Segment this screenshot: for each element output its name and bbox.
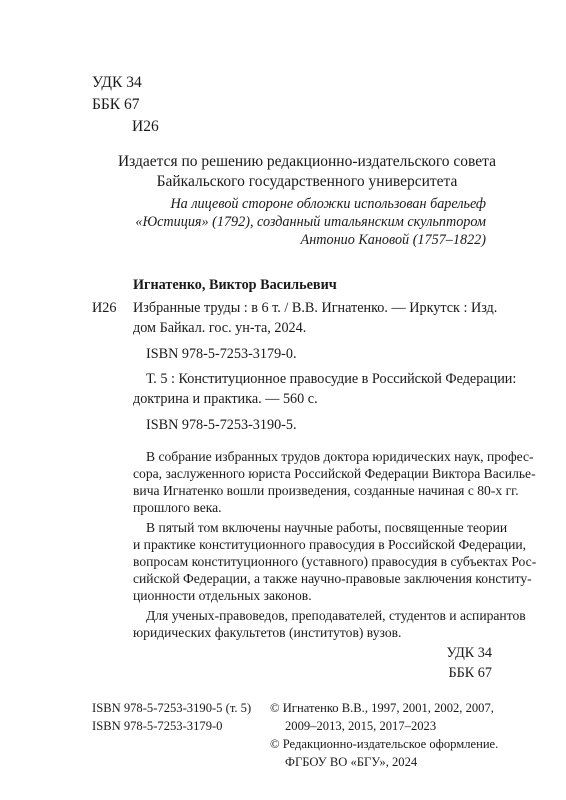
abstract-p1-line-3: вича Игнатенко вошли произведения, созданные начиная с 80-х гг. bbox=[133, 483, 519, 498]
bbk-code: ББК 67 bbox=[92, 96, 140, 113]
copyright-author-line-2: 2009–2013, 2015, 2017–2023 bbox=[285, 719, 437, 733]
publisher-note-line-2: Байкальского государственного университета bbox=[156, 173, 458, 190]
abstract-p2-line-3: вопросам конституционного (уставного) правосудия в субъектах Рос- bbox=[133, 554, 537, 569]
abstract-p3-line-2: юридических факультетов (институтов) вузов. bbox=[133, 625, 402, 640]
udk-code-right: УДК 34 bbox=[446, 645, 492, 661]
record-author: Игнатенко, Виктор Васильевич bbox=[133, 277, 337, 293]
abstract-p1-line-1: В собрание избранных трудов доктора юридических наук, профес- bbox=[146, 449, 534, 464]
record-title-line-1: Избранные труды : в 6 т. / В.В. Игнатенко. — Иркутск : Изд. bbox=[133, 300, 498, 316]
cover-note-line-3: Антонио Кановой (1757–1822) bbox=[300, 232, 486, 248]
abstract-p2-line-1: В пятый том включены научные работы, посвященные теории bbox=[146, 520, 508, 535]
abstract-p1-line-4: прошлого века. bbox=[133, 500, 222, 515]
copyright-author-line-1: © Игнатенко В.В., 1997, 2001, 2002, 2007, bbox=[270, 701, 494, 715]
author-mark: И26 bbox=[132, 118, 159, 135]
footer-isbn-volume: ISBN 978-5-7253-3190-5 (т. 5) bbox=[92, 701, 252, 715]
copyright-publisher-line-2: ФГБОУ ВО «БГУ», 2024 bbox=[285, 755, 418, 769]
footer-isbn-set: ISBN 978-5-7253-3179-0 bbox=[92, 719, 223, 733]
cover-note-line-2: «Юстиция» (1792), созданный итальянским скульптором bbox=[135, 214, 486, 230]
record-volume-line-1: Т. 5 : Конституционное правосудие в Российской Федерации: bbox=[146, 371, 517, 387]
udk-code: УДК 34 bbox=[92, 74, 142, 91]
publisher-note-line-1: Издается по решению редакционно-издательского совета bbox=[117, 153, 496, 170]
bbk-code-right: ББК 67 bbox=[448, 665, 492, 681]
copyright-publisher-line-1: © Редакционно-издательское оформление. bbox=[270, 737, 499, 751]
record-isbn-volume: ISBN 978-5-7253-3190-5. bbox=[146, 417, 297, 433]
abstract-p1-line-2: сора, заслуженного юриста Российской Федерации Виктора Василье- bbox=[133, 466, 536, 481]
record-volume-line-2: доктрина и практика. — 560 с. bbox=[133, 391, 318, 407]
abstract-p2-line-4: сийской Федерации, а также научно-правовые заключения конститу- bbox=[133, 571, 532, 586]
abstract-p2-line-2: и практике конституционного правосудия в Российской Федерации, bbox=[133, 537, 527, 552]
record-mark: И26 bbox=[92, 300, 117, 316]
record-isbn-set: ISBN 978-5-7253-3179-0. bbox=[146, 346, 297, 362]
record-title-line-2: дом Байкал. гос. ун-та, 2024. bbox=[133, 320, 307, 336]
cover-note-line-1: На лицевой стороне обложки использован барельеф bbox=[170, 196, 486, 212]
abstract-p3-line-1: Для ученых-правоведов, преподавателей, студентов и аспирантов bbox=[146, 608, 526, 623]
abstract-p2-line-5: ционности отдельных законов. bbox=[133, 588, 312, 603]
